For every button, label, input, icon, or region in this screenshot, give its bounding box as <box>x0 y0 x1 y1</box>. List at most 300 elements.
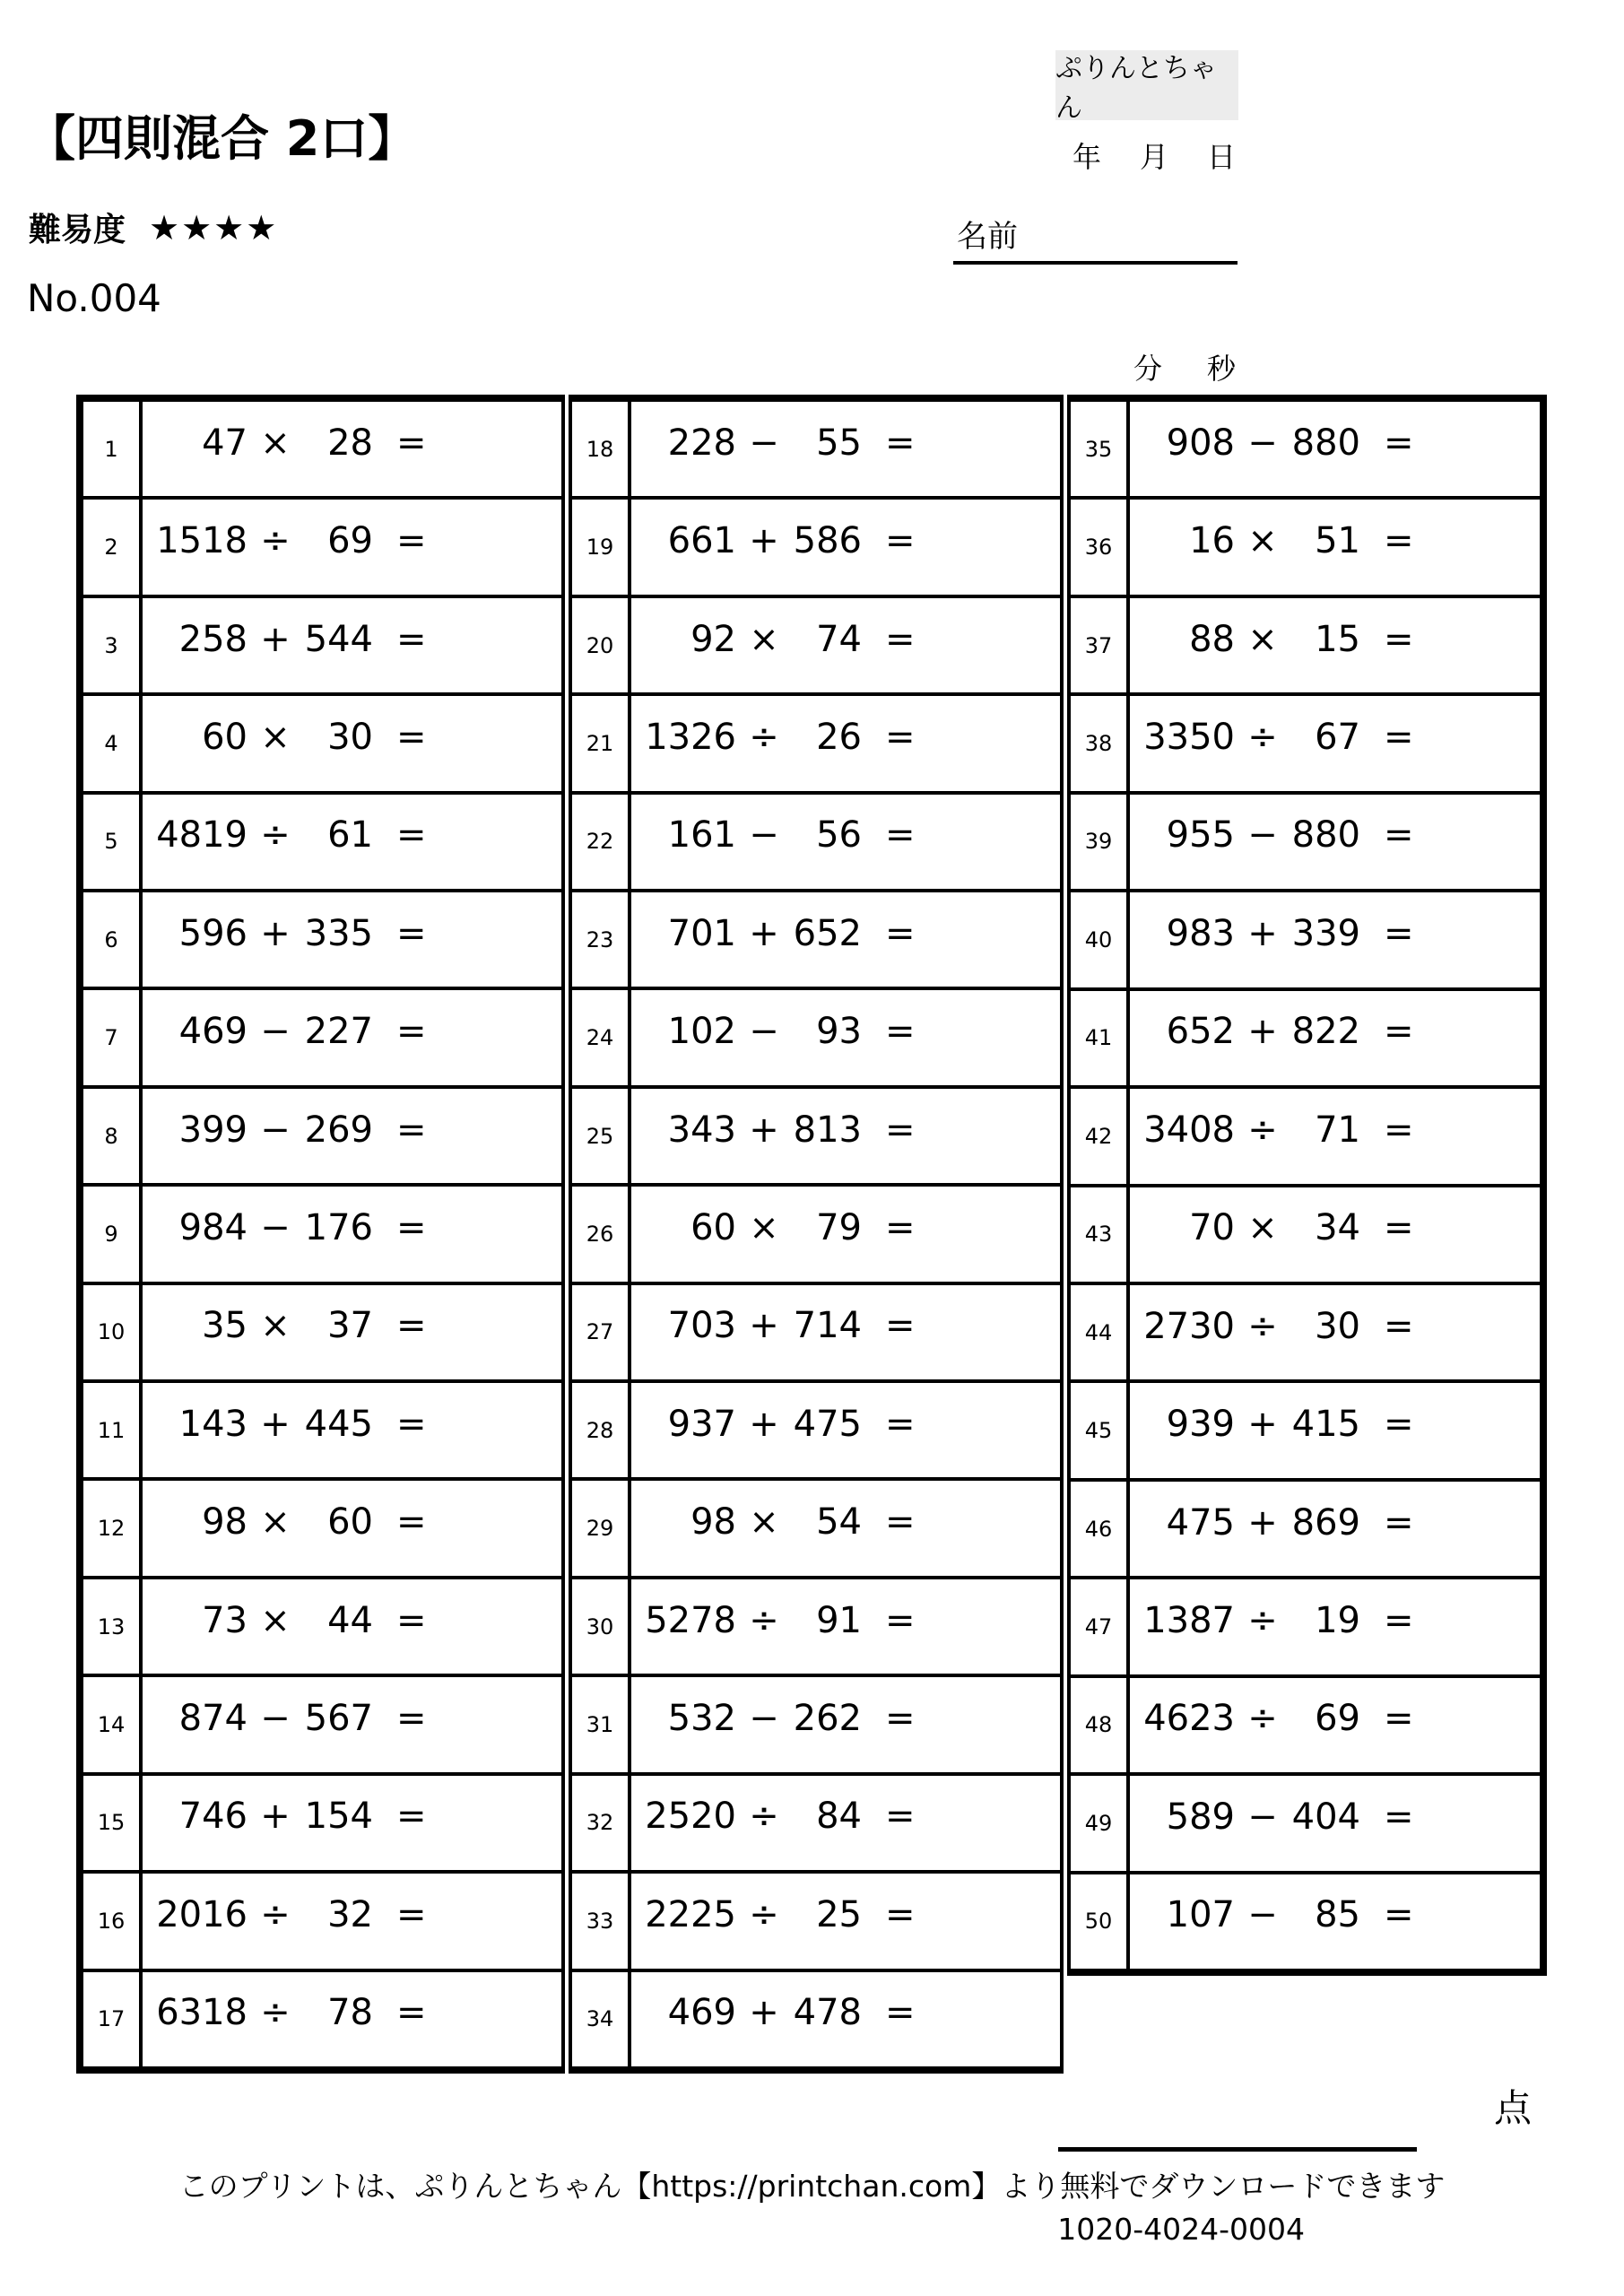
operator: + <box>1247 1501 1278 1544</box>
score-blank-line <box>1058 2147 1417 2152</box>
equals-sign: = <box>396 520 427 562</box>
operator: − <box>260 1011 291 1053</box>
equals-sign: = <box>885 912 916 954</box>
operator: ÷ <box>749 1599 779 1641</box>
sheet-number: No.004 <box>27 276 161 320</box>
operator: × <box>1247 520 1278 562</box>
operand-2: 54 <box>816 1501 862 1544</box>
problem-expression <box>143 1285 561 1379</box>
problem-row <box>1071 1282 1540 1379</box>
operand-2: 176 <box>304 1206 373 1248</box>
seconds-label: 秒 <box>1206 352 1236 386</box>
problem-expression <box>631 1972 1060 2066</box>
equals-sign: = <box>1384 1109 1414 1151</box>
operator: × <box>260 1305 291 1347</box>
operand-1: 98 <box>202 1501 248 1544</box>
problem-number: 33 <box>572 1874 631 1968</box>
operator: ÷ <box>749 1796 779 1838</box>
problem-number: 31 <box>572 1677 631 1771</box>
problem-expression <box>143 402 561 496</box>
problem-number: 40 <box>1071 892 1130 987</box>
operator: ÷ <box>260 520 291 562</box>
problem-row <box>572 1969 1060 2066</box>
problem-expression <box>631 1677 1060 1771</box>
problem-expression <box>143 1972 561 2066</box>
operator: + <box>749 1992 779 2034</box>
operand-2: 32 <box>327 1893 373 1935</box>
problem-number: 24 <box>572 990 631 1084</box>
operand-2: 26 <box>816 716 862 758</box>
operand-1: 35 <box>202 1305 248 1347</box>
operator: ÷ <box>260 814 291 857</box>
equals-sign: = <box>885 1403 916 1445</box>
problem-number: 45 <box>1071 1383 1130 1477</box>
operand-1: 98 <box>690 1501 736 1544</box>
problem-number: 42 <box>1071 1089 1130 1183</box>
problem-number: 39 <box>1071 795 1130 889</box>
problem-number: 2 <box>83 500 143 594</box>
problem-row <box>572 1870 1060 1968</box>
operand-2: 262 <box>793 1697 862 1739</box>
operand-2: 28 <box>327 422 373 464</box>
problem-row <box>572 1477 1060 1575</box>
problem-number: 25 <box>572 1089 631 1183</box>
operator: − <box>749 1697 779 1739</box>
day-label: 日 <box>1206 140 1236 174</box>
difficulty-stars-icon: ★★★★ <box>149 207 279 248</box>
problem-expression <box>143 795 561 889</box>
equals-sign: = <box>885 422 916 464</box>
operand-1: 589 <box>1166 1796 1235 1838</box>
operand-1: 2225 <box>645 1893 736 1935</box>
equals-sign: = <box>1384 1599 1414 1641</box>
problem-number: 21 <box>572 696 631 790</box>
problem-row <box>572 692 1060 790</box>
problem-row <box>1071 1085 1540 1183</box>
operand-2: 478 <box>793 1992 862 2034</box>
problem-number: 1 <box>83 402 143 496</box>
equals-sign: = <box>1384 520 1414 562</box>
footer-code: 1020-4024-0004 <box>1057 2212 1305 2247</box>
problem-number: 35 <box>1071 402 1130 496</box>
problem-number: 30 <box>572 1579 631 1674</box>
operator: ÷ <box>260 1893 291 1935</box>
problem-row <box>83 1085 561 1183</box>
brand-badge: ぷりんとちゃん <box>1055 50 1238 120</box>
problem-number: 36 <box>1071 500 1130 594</box>
problem-row <box>83 1674 561 1771</box>
problem-row <box>83 595 561 692</box>
operator: − <box>1247 422 1278 464</box>
equals-sign: = <box>396 1893 427 1935</box>
equals-sign: = <box>1384 1207 1414 1249</box>
problem-number: 50 <box>1071 1874 1130 1969</box>
equals-sign: = <box>885 1796 916 1838</box>
date-fields <box>1073 135 1236 176</box>
problem-row <box>1071 1379 1540 1477</box>
problem-row <box>83 1477 561 1575</box>
problem-expression <box>143 696 561 790</box>
operand-1: 5278 <box>645 1599 736 1641</box>
problem-row <box>572 1772 1060 1870</box>
equals-sign: = <box>885 1501 916 1544</box>
problem-expression <box>143 1481 561 1575</box>
problem-expression <box>631 1874 1060 1968</box>
operator: × <box>1247 1207 1278 1249</box>
operator: + <box>1247 1404 1278 1446</box>
equals-sign: = <box>885 716 916 758</box>
operand-1: 596 <box>178 912 248 954</box>
problem-row <box>83 1576 561 1674</box>
problem-expression <box>631 1089 1060 1183</box>
operand-2: 79 <box>816 1206 862 1248</box>
score-label: 点 <box>1494 2086 1533 2130</box>
operand-2: 586 <box>793 520 862 562</box>
problem-number: 34 <box>572 1972 631 2066</box>
problem-row <box>1071 1576 1540 1674</box>
problem-row <box>83 791 561 889</box>
operand-1: 107 <box>1166 1894 1235 1936</box>
problem-row <box>1071 1184 1540 1282</box>
equals-sign: = <box>1384 618 1414 660</box>
problem-expression <box>1130 1187 1540 1282</box>
operand-1: 143 <box>178 1403 248 1445</box>
problem-number: 47 <box>1071 1579 1130 1674</box>
problem-rows <box>83 402 561 2066</box>
equals-sign: = <box>885 618 916 660</box>
problem-expression <box>1130 1678 1540 1772</box>
operator: × <box>260 1501 291 1544</box>
equals-sign: = <box>1384 1894 1414 1936</box>
problem-number: 17 <box>83 1972 143 2066</box>
minutes-label: 分 <box>1133 352 1163 386</box>
equals-sign: = <box>396 814 427 857</box>
operand-2: 154 <box>304 1796 373 1838</box>
equals-sign: = <box>396 1206 427 1248</box>
operator: × <box>260 716 291 758</box>
problem-row <box>83 987 561 1084</box>
equals-sign: = <box>396 1992 427 2034</box>
operand-1: 47 <box>202 422 248 464</box>
problem-row <box>1071 1772 1540 1870</box>
problem-row <box>572 1674 1060 1771</box>
operator: + <box>1247 912 1278 954</box>
operand-2: 69 <box>1315 1698 1360 1740</box>
problem-number: 6 <box>83 892 143 987</box>
operand-1: 228 <box>667 422 736 464</box>
operand-1: 532 <box>667 1697 736 1739</box>
operator: ÷ <box>1247 1698 1278 1740</box>
operand-1: 1326 <box>645 716 736 758</box>
problem-expression <box>631 1383 1060 1477</box>
operand-2: 37 <box>327 1305 373 1347</box>
operator: − <box>749 422 779 464</box>
operator: ÷ <box>260 1992 291 2034</box>
problem-row <box>572 1282 1060 1379</box>
problem-number: 46 <box>1071 1482 1130 1576</box>
equals-sign: = <box>885 520 916 562</box>
equals-sign: = <box>396 1697 427 1739</box>
equals-sign: = <box>885 1893 916 1935</box>
operand-2: 69 <box>327 520 373 562</box>
problem-expression <box>143 1776 561 1870</box>
problem-number: 4 <box>83 696 143 790</box>
operand-2: 544 <box>304 618 373 660</box>
problem-number: 26 <box>572 1187 631 1281</box>
problem-row <box>572 987 1060 1084</box>
problem-expression <box>631 795 1060 889</box>
problem-row <box>83 402 561 496</box>
operator: + <box>749 912 779 954</box>
problem-number: 10 <box>83 1285 143 1379</box>
operator: − <box>1247 1894 1278 1936</box>
problem-row <box>572 1183 1060 1281</box>
problem-number: 11 <box>83 1383 143 1477</box>
problem-column-3 <box>1067 395 1547 1976</box>
problem-expression <box>1130 795 1540 889</box>
equals-sign: = <box>1384 1305 1414 1347</box>
equals-sign: = <box>396 716 427 758</box>
equals-sign: = <box>885 1206 916 1248</box>
operand-1: 1518 <box>156 520 248 562</box>
problem-expression <box>631 1285 1060 1379</box>
problem-number: 5 <box>83 795 143 889</box>
problem-row <box>1071 692 1540 790</box>
operator: − <box>749 814 779 857</box>
problem-expression <box>631 990 1060 1084</box>
problem-row <box>572 402 1060 496</box>
problem-number: 32 <box>572 1776 631 1870</box>
problem-number: 27 <box>572 1285 631 1379</box>
problem-row <box>1071 1674 1540 1772</box>
operand-1: 937 <box>667 1403 736 1445</box>
year-label: 年 <box>1073 140 1102 174</box>
operand-1: 343 <box>667 1109 736 1151</box>
equals-sign: = <box>885 1599 916 1641</box>
operand-2: 74 <box>816 618 862 660</box>
operand-2: 71 <box>1315 1109 1360 1151</box>
problem-row <box>572 496 1060 594</box>
operand-1: 6318 <box>156 1992 248 2034</box>
operand-2: 19 <box>1315 1599 1360 1641</box>
operand-1: 399 <box>178 1109 248 1151</box>
problem-expression <box>631 598 1060 692</box>
operator: − <box>260 1697 291 1739</box>
equals-sign: = <box>396 1403 427 1445</box>
operator: − <box>260 1206 291 1248</box>
operand-1: 701 <box>667 912 736 954</box>
operand-2: 91 <box>816 1599 862 1641</box>
operand-1: 3350 <box>1143 717 1235 759</box>
problem-row <box>1071 595 1540 692</box>
problem-expression <box>143 598 561 692</box>
operator: ÷ <box>1247 1599 1278 1641</box>
problem-row <box>83 692 561 790</box>
operand-2: 34 <box>1315 1207 1360 1249</box>
operand-1: 4819 <box>156 814 248 857</box>
problem-expression <box>631 1187 1060 1281</box>
problem-number: 15 <box>83 1776 143 1870</box>
operand-1: 908 <box>1166 422 1235 464</box>
operand-2: 714 <box>793 1305 862 1347</box>
problem-expression <box>143 1677 561 1771</box>
operand-2: 339 <box>1291 912 1360 954</box>
equals-sign: = <box>396 618 427 660</box>
operand-1: 983 <box>1166 912 1235 954</box>
equals-sign: = <box>885 1011 916 1053</box>
equals-sign: = <box>1384 422 1414 464</box>
problem-expression <box>143 1579 561 1674</box>
operand-1: 4623 <box>1143 1698 1235 1740</box>
problem-expression <box>631 1481 1060 1575</box>
problem-row <box>83 1379 561 1477</box>
operand-2: 78 <box>327 1992 373 2034</box>
operand-1: 939 <box>1166 1404 1235 1446</box>
operator: ÷ <box>1247 1305 1278 1347</box>
operand-1: 955 <box>1166 814 1235 857</box>
operand-2: 67 <box>1315 717 1360 759</box>
operand-1: 16 <box>1189 520 1235 562</box>
name-label: 名前 <box>957 219 1018 255</box>
equals-sign: = <box>396 1011 427 1053</box>
problem-expression <box>631 1579 1060 1674</box>
operand-1: 1387 <box>1143 1599 1235 1641</box>
operator: − <box>749 1011 779 1053</box>
operand-2: 15 <box>1315 618 1360 660</box>
problem-expression <box>631 1776 1060 1870</box>
problem-number: 14 <box>83 1677 143 1771</box>
problem-expression <box>631 402 1060 496</box>
equals-sign: = <box>1384 717 1414 759</box>
problem-expression <box>1130 500 1540 594</box>
operator: × <box>260 422 291 464</box>
problem-number: 41 <box>1071 991 1130 1085</box>
operand-1: 60 <box>202 716 248 758</box>
problem-row <box>1071 791 1540 889</box>
equals-sign: = <box>396 1796 427 1838</box>
problem-number: 22 <box>572 795 631 889</box>
problem-number: 9 <box>83 1187 143 1281</box>
problem-number: 19 <box>572 500 631 594</box>
problem-number: 29 <box>572 1481 631 1575</box>
operator: − <box>1247 1796 1278 1838</box>
problem-expression <box>143 990 561 1084</box>
problem-number: 44 <box>1071 1285 1130 1379</box>
operator: + <box>749 1403 779 1445</box>
time-fields <box>1133 346 1236 387</box>
operator: + <box>260 912 291 954</box>
operand-1: 2730 <box>1143 1305 1235 1347</box>
operator: × <box>749 1501 779 1544</box>
operator: ÷ <box>1247 717 1278 759</box>
problem-number: 37 <box>1071 598 1130 692</box>
problem-row <box>1071 889 1540 987</box>
equals-sign: = <box>885 1697 916 1739</box>
problem-row <box>1071 987 1540 1085</box>
operand-1: 469 <box>667 1992 736 2034</box>
name-blank-line <box>953 261 1238 265</box>
problem-expression <box>1130 1482 1540 1576</box>
problem-row <box>1071 1478 1540 1576</box>
problem-row <box>572 1085 1060 1183</box>
problem-number: 8 <box>83 1089 143 1183</box>
operand-2: 269 <box>304 1109 373 1151</box>
operand-2: 61 <box>327 814 373 857</box>
operand-2: 55 <box>816 422 862 464</box>
equals-sign: = <box>396 422 427 464</box>
problem-rows <box>572 402 1060 2066</box>
equals-sign: = <box>1384 912 1414 954</box>
problem-number: 18 <box>572 402 631 496</box>
problem-number: 12 <box>83 1481 143 1575</box>
page-title: 【四則混合 2口】 <box>27 110 417 167</box>
equals-sign: = <box>885 814 916 857</box>
equals-sign: = <box>396 1305 427 1347</box>
operand-2: 822 <box>1291 1011 1360 1053</box>
operator: − <box>1247 814 1278 857</box>
operand-2: 813 <box>793 1109 862 1151</box>
operand-1: 746 <box>178 1796 248 1838</box>
problem-expression <box>143 1089 561 1183</box>
operand-1: 102 <box>667 1011 736 1053</box>
operand-1: 73 <box>202 1599 248 1641</box>
problem-number: 20 <box>572 598 631 692</box>
operand-1: 984 <box>178 1206 248 1248</box>
problem-expression <box>143 500 561 594</box>
equals-sign: = <box>396 912 427 954</box>
operand-2: 445 <box>304 1403 373 1445</box>
problem-number: 48 <box>1071 1678 1130 1772</box>
operator: × <box>749 1206 779 1248</box>
problem-column-1 <box>76 395 565 2074</box>
problem-expression <box>143 892 561 987</box>
operand-1: 475 <box>1166 1501 1235 1544</box>
problem-row <box>572 889 1060 987</box>
problem-number: 38 <box>1071 696 1130 790</box>
operand-2: 30 <box>1315 1305 1360 1347</box>
operator: ÷ <box>749 716 779 758</box>
operator: × <box>260 1599 291 1641</box>
operator: + <box>260 618 291 660</box>
operand-2: 880 <box>1291 422 1360 464</box>
operand-2: 227 <box>304 1011 373 1053</box>
operator: × <box>749 618 779 660</box>
problem-row <box>83 1183 561 1281</box>
operator: + <box>260 1403 291 1445</box>
problem-row <box>83 889 561 987</box>
problem-expression <box>1130 696 1540 790</box>
operand-2: 85 <box>1315 1894 1360 1936</box>
equals-sign: = <box>1384 1698 1414 1740</box>
problem-expression <box>1130 1089 1540 1183</box>
problem-row <box>83 1969 561 2066</box>
problem-row <box>83 496 561 594</box>
problem-expression <box>1130 991 1540 1085</box>
operand-1: 2520 <box>645 1796 736 1838</box>
operand-2: 880 <box>1291 814 1360 857</box>
problem-number: 7 <box>83 990 143 1084</box>
operand-1: 92 <box>690 618 736 660</box>
operand-2: 567 <box>304 1697 373 1739</box>
problem-number: 28 <box>572 1383 631 1477</box>
problem-number: 3 <box>83 598 143 692</box>
operand-2: 25 <box>816 1893 862 1935</box>
equals-sign: = <box>1384 1011 1414 1053</box>
operand-2: 51 <box>1315 520 1360 562</box>
problem-rows <box>1071 402 1540 1969</box>
operand-1: 652 <box>1166 1011 1235 1053</box>
operand-1: 88 <box>1189 618 1235 660</box>
